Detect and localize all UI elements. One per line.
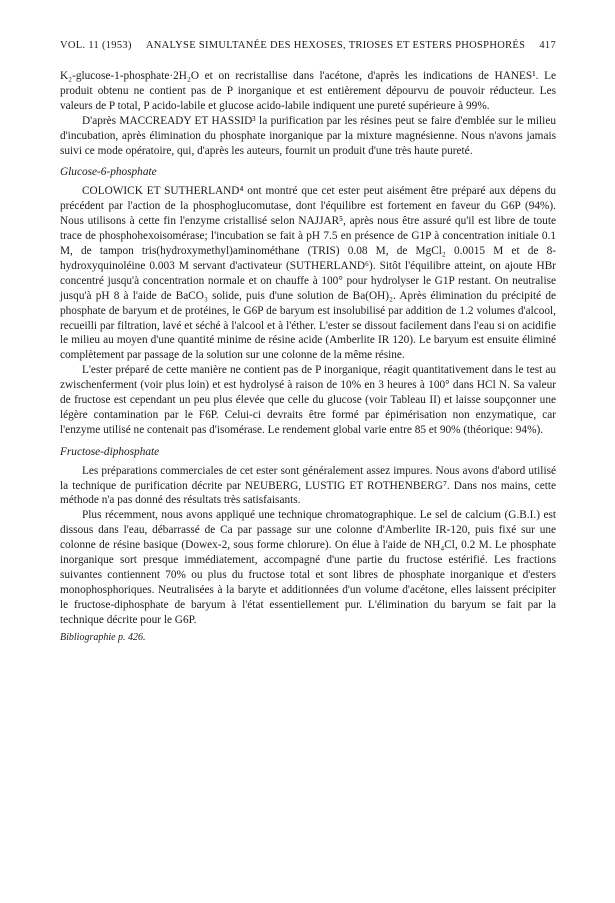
paragraph-g6p-1: COLOWICK ET SUTHERLAND⁴ ont montré que cet ester peut aisément être préparé aux dépens du précédent par l'action de la phosphoglucomutase, dont l'équilibre est fortement en faveur du G6P (94%). Nous utilisons à cette fin l'enzyme cristallisé selon NAJJAR⁵, après nous être assuré qu'il est libre de toute trace de phosphohexoisomérase; l'incubation se fait à pH 7.5 en présence de G1P à concentration initiale 0.1 M, de tampon tris(hydroxymethyl)aminométhane (TRIS) 0.08 M, de MgCl₂ 0.0015 M et de 8-hydroxyquinoléine 0.003 M servant d'activateur (SUTHERLAND⁶). Sitôt l'équilibre atteint, on ajoute HBr concentré jusqu'à concentration normale et on chauffe à 100° pour hydrolyser le G1P restant. On neutralise jusqu'à pH 8 à l'aide de BaCO₃ solide, puis d'une solution de Ba(OH)₂. Après élimination du précipité de phosphate de baryum et de protéines, le G6P de baryum est insolubilisé par addition de 1.2 volumes d'alcool, recueilli par filtration, lavé et séché à l'alcool et à l'éther. L'ester se dissout facilement dans l'eau si on acidifie le milieu au moyen d'une quantité minime de résine acide (Amberlite IR 120). Le baryum est ensuite éliminé complètement par passage de la solution sur une colonne de la même résine. — [60, 185, 556, 362]
paragraph-fdp-2: Plus récemment, nous avons appliqué une technique chromatographique. Le sel de calcium (G.B.I.) est dissous dans l'eau, débarrassé de Ca par passage sur une colonne d'Amberlite IR-120, puis fixé sur une colonne de résine basique (Dowex-2, sous forme chlorure). On élue à l'aide de NH₄Cl, 0.2 M. Le phosphate inorganique sort presque immédiatement, accompagné d'une partie du fructose estérifié. Les fractions suivantes contiennent 70% ou plus du fructose total et sont libres de phosphate inorganique et d'esters monophosphoriques. Neutralisées à la baryte et additionnées d'un volume d'acétone, elles laissent précipiter le fructose-diphosphate de baryum à l'état essentiellement pur. L'élimination du baryum se fait par la technique décrite pour le G6P. — [60, 509, 556, 626]
paragraph-intro-1: K₂-glucose-1-phosphate·2H₂O et on recristallise dans l'acétone, d'après les indications de HANES¹. Le produit obtenu ne contient pas de P inorganique et est entièrement dépourvu de pouvoir réducteur. Les valeurs de P total, P acido-labile et glucose acido-labile indiquent une pureté supérieure à 99%. — [60, 70, 556, 112]
running-head — [60, 40, 556, 51]
volume-label: VOL. 11 (1953) — [60, 40, 132, 51]
page — [60, 40, 556, 643]
page-number: 417 — [539, 40, 556, 51]
running-title: ANALYSE SIMULTANÉE DES HEXOSES, TRIOSES ET ESTERS PHOSPHORÉS — [145, 40, 526, 51]
paragraph-g6p-2: L'ester préparé de cette manière ne contient pas de P inorganique, réagit quantitativement dans le test au zwischenferment (voir plus loin) et est hydrolysé à raison de 10% en 3 heures à 100° dans HCl N. Sa valeur de fructose est cependant un peu plus élevée que celle du glucose (voir Tableau II) et laisse soupçonner une légère contamination par le F6P. Celui-ci devraits être formé par épimérisation non enzymatique, car l'enzyme utilisé ne contenait pas d'isomérase. Le rendement global varie entre 85 et 90% (théorique: 94%). — [60, 364, 556, 436]
paragraph-fdp-1: Les préparations commerciales de cet ester sont généralement assez impures. Nous avons d'abord utilisé la technique de purification décrite par NEUBERG, LUSTIG ET ROTHENBERG⁷. Dans nos mains, cette méthode n'a pas donné des résultats très satisfaisants. — [60, 464, 556, 507]
bibliography-note: Bibliographie p. 426. — [60, 631, 146, 643]
section-title-fdp: Fructose-diphosphate — [60, 445, 160, 458]
paragraph-intro-2: D'après MACCREADY ET HASSID³ la purification par les résines peut se faire d'emblée sur le milieu d'incubation, après élimination du phosphate inorganique par la mixture magnésienne. Nous n'avons jamais suivi ce mode opératoire, qui, d'après les auteurs, fournit un produit d'une très haute pureté. — [60, 114, 556, 157]
section-title-g6p: Glucose-6-phosphate — [60, 166, 157, 179]
